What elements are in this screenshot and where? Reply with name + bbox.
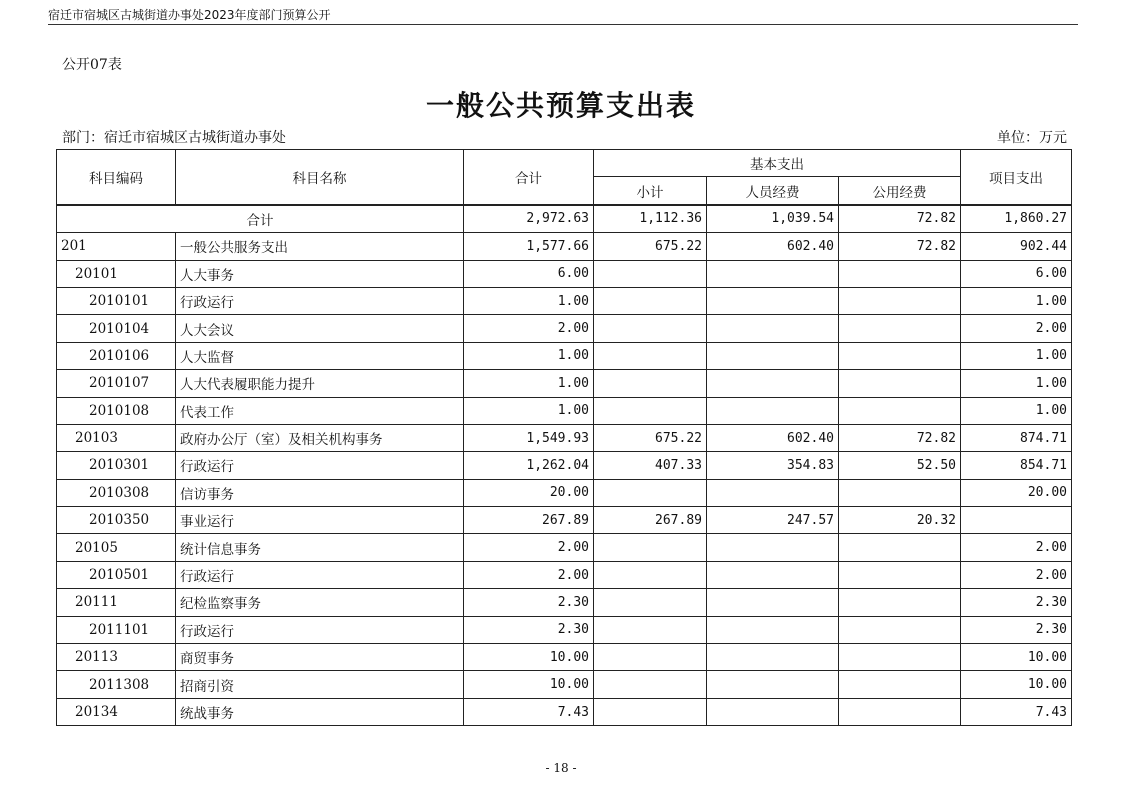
cell-public: 20.32 [839, 507, 961, 534]
cell-project: 2.00 [961, 561, 1072, 588]
table-row [57, 616, 1072, 643]
cell-subtotal [594, 315, 707, 342]
cell-code: 20105 [57, 534, 176, 561]
cell-project: 854.71 [961, 452, 1072, 479]
cell-project: 2.00 [961, 315, 1072, 342]
cell-subtotal [594, 589, 707, 616]
total-personnel: 1,039.54 [707, 205, 839, 233]
cell-public [839, 644, 961, 671]
col-header-basic: 基本支出 [594, 150, 961, 177]
col-header-public: 公用经费 [839, 177, 961, 205]
cell-name: 纪检监察事务 [176, 589, 464, 616]
cell-subtotal [594, 616, 707, 643]
cell-name: 信访事务 [176, 479, 464, 506]
cell-project: 20.00 [961, 479, 1072, 506]
table-row [57, 260, 1072, 287]
cell-personnel [707, 561, 839, 588]
cell-name: 统战事务 [176, 698, 464, 725]
page-title: 一般公共预算支出表 [425, 89, 696, 122]
cell-code: 2010350 [57, 507, 176, 534]
cell-code: 2010106 [57, 342, 176, 369]
cell-code: 20113 [57, 644, 176, 671]
cell-name: 事业运行 [176, 507, 464, 534]
cell-personnel [707, 589, 839, 616]
cell-code: 20134 [57, 698, 176, 725]
total-row [57, 205, 1072, 233]
cell-name: 商贸事务 [176, 644, 464, 671]
cell-code: 20101 [57, 260, 176, 287]
cell-subtotal: 407.33 [594, 452, 707, 479]
cell-code: 2011308 [57, 671, 176, 698]
cell-personnel [707, 479, 839, 506]
budget-table [56, 149, 1072, 726]
cell-personnel [707, 534, 839, 561]
cell-public [839, 561, 961, 588]
cell-code: 2010104 [57, 315, 176, 342]
cell-code: 2010101 [57, 287, 176, 314]
cell-public [839, 534, 961, 561]
cell-public: 72.82 [839, 424, 961, 451]
cell-project: 1.00 [961, 342, 1072, 369]
cell-total: 1,262.04 [464, 452, 594, 479]
cell-subtotal [594, 698, 707, 725]
cell-code: 2010108 [57, 397, 176, 424]
col-header-personnel: 人员经费 [707, 177, 839, 205]
table-row [57, 671, 1072, 698]
cell-subtotal [594, 671, 707, 698]
cell-subtotal: 675.22 [594, 233, 707, 260]
cell-project: 1.00 [961, 370, 1072, 397]
cell-name: 人大代表履职能力提升 [176, 370, 464, 397]
cell-public [839, 397, 961, 424]
cell-code: 2010301 [57, 452, 176, 479]
cell-total: 1,577.66 [464, 233, 594, 260]
cell-code: 2010107 [57, 370, 176, 397]
cell-personnel: 247.57 [707, 507, 839, 534]
running-header: 宿迁市宿城区古城街道办事处2023年度部门预算公开 [48, 8, 331, 22]
table-row [57, 561, 1072, 588]
cell-total: 1,549.93 [464, 424, 594, 451]
cell-personnel: 602.40 [707, 424, 839, 451]
department-label: 部门：宿迁市宿城区古城街道办事处 [62, 130, 286, 146]
cell-project [961, 507, 1072, 534]
cell-code: 201 [57, 233, 176, 260]
cell-personnel [707, 644, 839, 671]
cell-total: 6.00 [464, 260, 594, 287]
cell-personnel [707, 397, 839, 424]
table-row [57, 233, 1072, 260]
cell-personnel [707, 698, 839, 725]
cell-subtotal: 267.89 [594, 507, 707, 534]
cell-project: 1.00 [961, 397, 1072, 424]
cell-subtotal [594, 397, 707, 424]
cell-subtotal [594, 342, 707, 369]
col-header-total: 合计 [464, 150, 594, 205]
cell-total: 10.00 [464, 671, 594, 698]
cell-personnel [707, 671, 839, 698]
cell-name: 政府办公厅（室）及相关机构事务 [176, 424, 464, 451]
cell-subtotal [594, 370, 707, 397]
cell-total: 10.00 [464, 644, 594, 671]
total-public: 72.82 [839, 205, 961, 233]
col-header-subtotal: 小计 [594, 177, 707, 205]
cell-subtotal: 675.22 [594, 424, 707, 451]
cell-name: 行政运行 [176, 561, 464, 588]
cell-public [839, 671, 961, 698]
total-label: 合计 [57, 205, 464, 233]
page-number: - 18 - [545, 761, 577, 775]
cell-name: 人大事务 [176, 260, 464, 287]
cell-project: 10.00 [961, 644, 1072, 671]
cell-subtotal [594, 644, 707, 671]
unit-label: 单位：万元 [997, 130, 1067, 146]
cell-public [839, 479, 961, 506]
cell-project: 10.00 [961, 671, 1072, 698]
cell-project: 902.44 [961, 233, 1072, 260]
cell-total: 2.30 [464, 589, 594, 616]
table-row [57, 287, 1072, 314]
cell-code: 2011101 [57, 616, 176, 643]
cell-public [839, 616, 961, 643]
cell-total: 2.00 [464, 561, 594, 588]
cell-name: 代表工作 [176, 397, 464, 424]
cell-personnel [707, 370, 839, 397]
cell-subtotal [594, 561, 707, 588]
cell-code: 2010501 [57, 561, 176, 588]
cell-subtotal [594, 479, 707, 506]
col-header-project: 项目支出 [961, 150, 1072, 205]
cell-public: 72.82 [839, 233, 961, 260]
cell-total: 7.43 [464, 698, 594, 725]
table-row [57, 424, 1072, 451]
cell-total: 267.89 [464, 507, 594, 534]
table-row [57, 507, 1072, 534]
cell-total: 1.00 [464, 342, 594, 369]
table-row [57, 644, 1072, 671]
cell-project: 874.71 [961, 424, 1072, 451]
cell-personnel [707, 315, 839, 342]
cell-name: 人大会议 [176, 315, 464, 342]
cell-name: 招商引资 [176, 671, 464, 698]
cell-name: 人大监督 [176, 342, 464, 369]
cell-total: 2.30 [464, 616, 594, 643]
cell-public [839, 370, 961, 397]
cell-public [839, 315, 961, 342]
table-row [57, 452, 1072, 479]
cell-project: 2.00 [961, 534, 1072, 561]
cell-personnel [707, 616, 839, 643]
cell-code: 2010308 [57, 479, 176, 506]
cell-total: 1.00 [464, 397, 594, 424]
cell-code: 20111 [57, 589, 176, 616]
cell-total: 20.00 [464, 479, 594, 506]
cell-public [839, 260, 961, 287]
col-header-code: 科目编码 [57, 150, 176, 205]
table-row [57, 342, 1072, 369]
cell-personnel: 354.83 [707, 452, 839, 479]
cell-total: 1.00 [464, 370, 594, 397]
cell-project: 1.00 [961, 287, 1072, 314]
cell-public [839, 589, 961, 616]
cell-public [839, 698, 961, 725]
cell-personnel [707, 342, 839, 369]
table-row [57, 534, 1072, 561]
cell-subtotal [594, 287, 707, 314]
table-row [57, 698, 1072, 725]
table-row [57, 589, 1072, 616]
col-header-name: 科目名称 [176, 150, 464, 205]
table-row [57, 479, 1072, 506]
total-total: 2,972.63 [464, 205, 594, 233]
cell-project: 2.30 [961, 589, 1072, 616]
table-row [57, 370, 1072, 397]
cell-project: 6.00 [961, 260, 1072, 287]
cell-public [839, 342, 961, 369]
cell-total: 1.00 [464, 287, 594, 314]
cell-subtotal [594, 260, 707, 287]
cell-personnel: 602.40 [707, 233, 839, 260]
table-row [57, 397, 1072, 424]
total-project: 1,860.27 [961, 205, 1072, 233]
cell-name: 行政运行 [176, 287, 464, 314]
cell-code: 20103 [57, 424, 176, 451]
table-number: 公开07表 [62, 57, 122, 73]
cell-name: 统计信息事务 [176, 534, 464, 561]
cell-public: 52.50 [839, 452, 961, 479]
cell-subtotal [594, 534, 707, 561]
cell-project: 7.43 [961, 698, 1072, 725]
total-subtotal: 1,112.36 [594, 205, 707, 233]
cell-public [839, 287, 961, 314]
cell-total: 2.00 [464, 315, 594, 342]
header-divider [48, 24, 1078, 25]
table-row [57, 315, 1072, 342]
cell-project: 2.30 [961, 616, 1072, 643]
cell-personnel [707, 260, 839, 287]
cell-personnel [707, 287, 839, 314]
cell-name: 行政运行 [176, 452, 464, 479]
cell-name: 行政运行 [176, 616, 464, 643]
cell-total: 2.00 [464, 534, 594, 561]
cell-name: 一般公共服务支出 [176, 233, 464, 260]
